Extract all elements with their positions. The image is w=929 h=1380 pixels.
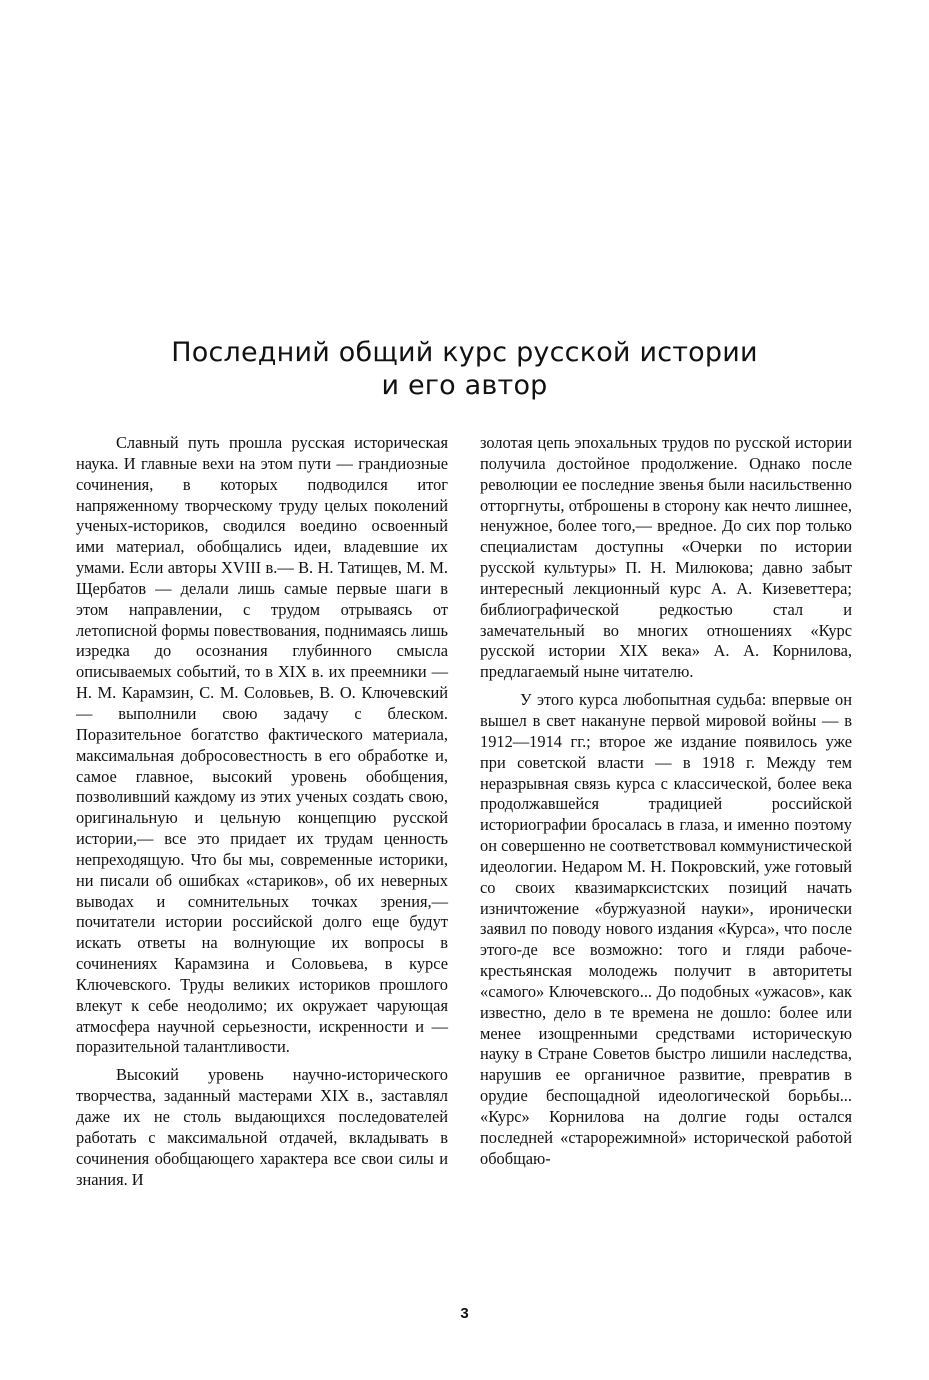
right-text-column (480, 433, 852, 1170)
right-paragraph-2: У этого курса любопытная судьба: впервые он вышел в свет накануне первой мировой войны — в 1912—1914 гг.; второе же издание появилось уже при советской власти — в 1918 г. Между тем неразрывная связь курса с классической, более века продолжавшейся традицией российской историографии бросалась в глаза, и именно поэтому он совершенно не соответствовал коммунистической идеологии. Недаром М. Н. Покровский, уже готовый со своих квазимарксистских позиций начать изничтожение «буржуазной науки», иронически заявил по поводу нового издания «Курса», что после этого-де все возможно: того и гляди рабоче-крестьянская молодежь получит в авторитеты «самого» Ключевского... До подобных «ужасов», как известно, дело в те времена не дошло: более или менее изощренными средствами историческую науку в Стране Советов быстро лишили наследства, нарушив ее органичное развитие, превратив в орудие беспощадной идеологической борьбы... «Курс» Корнилова на долгие годы остался последней «старорежимной» исторической работой обобщаю- (480, 690, 852, 1168)
chapter-title-line-2: и его автор (381, 370, 548, 401)
chapter-title (60, 336, 869, 402)
left-paragraph-1: Славный путь прошла русская историческая наука. И главные вехи на этом пути — грандиозные сочинения, в которых подводился итог напряженному творческому труду целых поколений ученых-историков, сводился воедино освоенный ими материал, обобщались идеи, владевшие их умами. Если авторы XVIII в.— В. Н. Татищев, М. М. Щербатов — делали лишь самые первые шаги в этом направлении, с трудом отрываясь от летописной формы повествования, поднимаясь лишь изредка до осознания глубинного смысла описываемых событий, то в XIX в. их преемники — Н. М. Карамзин, С. М. Соловьев, В. О. Ключевский — выполнили свою задачу с блеском. Поразительное богатство фактического материала, максимальная добросовестность в его обработке и, самое главное, высокий уровень обобщения, позволивший каждому из этих ученых создать свою, оригинальную и цельную концепцию русской истории,— все это придает их трудам ценность непреходящую. Что бы мы, современные историки, ни писали об ошибках «стариков», об их неверных выводах и сомнительных точках зрения,— почитатели истории российской долго еще будут искать ответы на волнующие их вопросы в сочинениях Карамзина и Соловьева, в курсе Ключевского. Труды великих историков прошлого влекут к себе неодолимо; их окружает чарующая атмосфера научной серьезности, искренности и — поразительной талантливости. (76, 433, 448, 1057)
left-text-column (76, 433, 448, 1190)
right-paragraph-1: золотая цепь эпохальных трудов по русской истории получила достойное продолжение. Однако после революции ее последние звенья были насильственно отторгнуты, отброшены в сторону как нечто лишнее, ненужное, более того,— вредное. До сих пор только специалистам доступны «Очерки по истории русской культуры» П. Н. Милюкова; давно забыт интересный лекционный курс А. А. Кизеветтера; библиографической редкостью стал и замечательный во многих отношениях «Курс русской истории XIX века» А. А. Корнилова, предлагаемый ныне читателю. (480, 433, 852, 682)
chapter-title-line-1: Последний общий курс русской истории (171, 337, 758, 368)
left-paragraph-2: Высокий уровень научно-исторического творчества, заданный мастерами XIX в., заставлял даже их не столь выдающихся последователей работать с максимальной отдачей, вкладывать в сочинения обобщающего характера все свои силы и знания. И (76, 1065, 448, 1189)
page-number: 3 (460, 1305, 469, 1322)
